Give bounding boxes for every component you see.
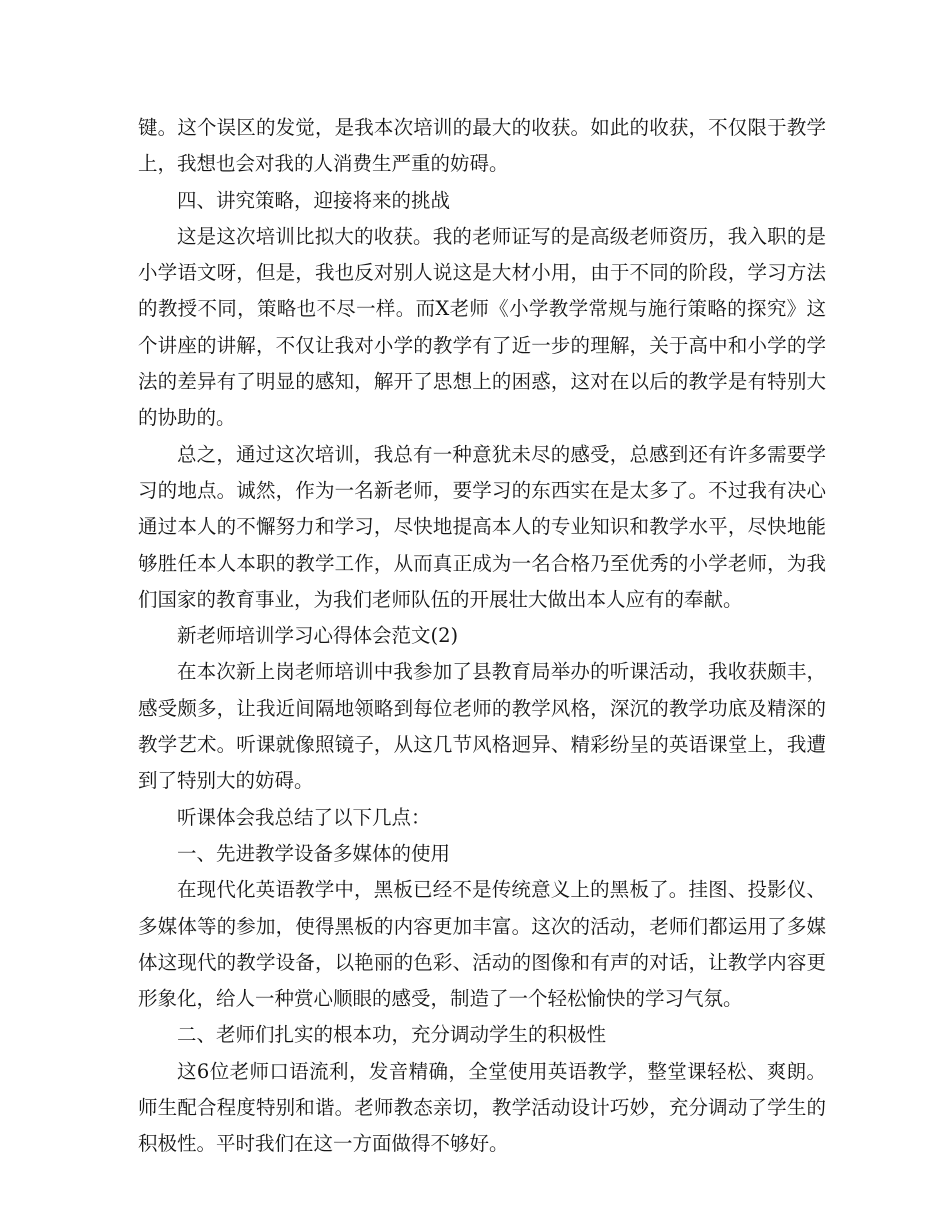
paragraph: 这是这次培训比拟大的收获。我的老师证写的是高级老师资历，我入职的是小学语文呀，但是，我也反对别人说这是大材小用，由于不同的阶段，学习方法的教授不同，策略也不尽一样。而X老师《小学教学常规与施行策略的探究》这个讲座的讲解，不仅让我对小学的教学有了近一步的理解，关于高中和小学的学法的差异有了明显的感知，解开了思想上的困惑，这对在以后的教学是有特别大的协助的。 <box>138 224 826 430</box>
paragraph: 听课体会我总结了以下几点： <box>177 805 431 829</box>
paragraph-continuation: 键。这个误区的发觉，是我本次培训的最大的收获。如此的收获，不仅限于教学上，我想也会对我的人消费生严重的妨碍。 <box>138 116 826 176</box>
section-heading-fundamentals: 二、老师们扎实的根本功，充分调动学生的积极性 <box>177 1023 607 1047</box>
section-heading-strategy: 四、讲究策略，迎接将来的挑战 <box>177 188 451 212</box>
paragraph: 这6位老师口语流利，发音精确，全堂使用英语教学，整堂课轻松、爽朗。师生配合程度特别和谐。老师教态亲切，教学活动设计巧妙，充分调动了学生的积极性。平时我们在这一方面做得不够好。 <box>138 1059 826 1156</box>
paragraph: 在本次新上岗老师培训中我参加了县教育局举办的听课活动，我收获颇丰，感受颇多，让我近间隔地领略到每位老师的教学风格，深沉的教学功底及精深的教学艺术。听课就像照镜子，从这几节风格迥异、精彩纷呈的英语课堂上，我遭到了特别大的妨碍。 <box>138 660 826 793</box>
section-heading-multimedia: 一、先进教学设备多媒体的使用 <box>177 841 451 865</box>
paragraph: 总之，通过这次培训，我总有一种意犹未尽的感受，总感到还有许多需要学习的地点。诚然，作为一名新老师，要学习的东西实在是太多了。不过我有决心通过本人的不懈努力和学习，尽快地提高本人的专业知识和教学水平，尽快地能够胜任本人本职的教学工作，从而真正成为一名合格乃至优秀的小学老师，为我们国家的教育事业，为我们老师队伍的开展壮大做出本人应有的奉献。 <box>138 442 826 611</box>
paragraph: 在现代化英语教学中，黑板已经不是传统意义上的黑板了。挂图、投影仪、多媒体等的参加，使得黑板的内容更加丰富。这次的活动，老师们都运用了多媒体这现代的教学设备，以艳丽的色彩、活动的图像和有声的对话，让教学内容更形象化，给人一种赏心顺眼的感受，制造了一个轻松愉快的学习气氛。 <box>138 878 826 1011</box>
document-body <box>138 110 826 1163</box>
document-subtitle: 新老师培训学习心得体会范文(2) <box>177 624 459 648</box>
